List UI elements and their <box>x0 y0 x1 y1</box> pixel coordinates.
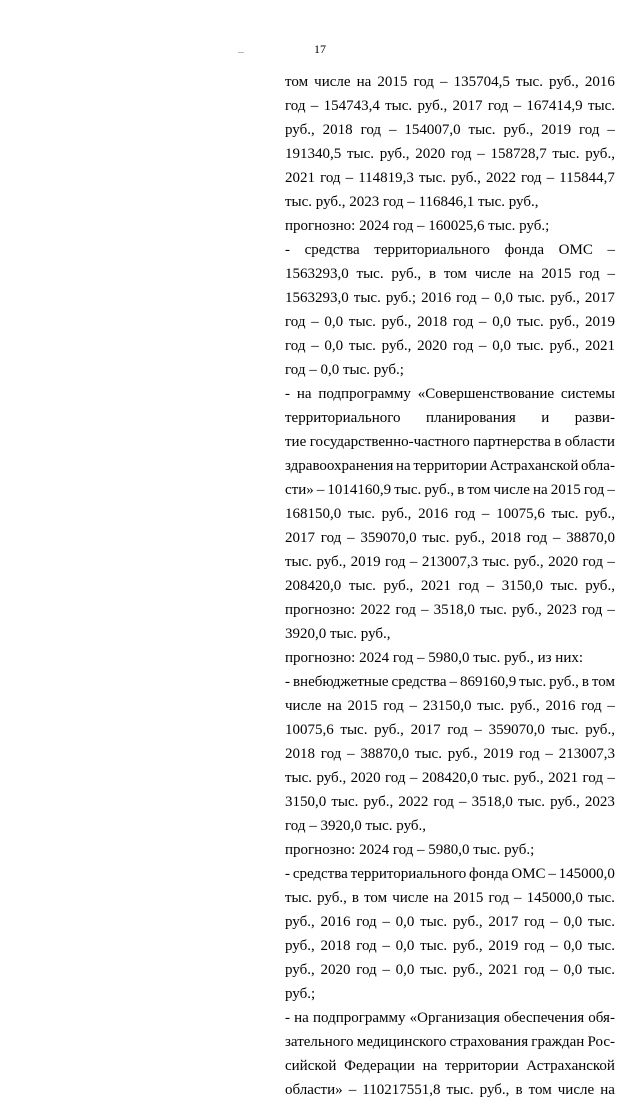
text-line: год – 3920,0 тыс. руб., <box>285 818 427 834</box>
text-line: руб.; <box>285 986 316 1002</box>
text-line: сти» – 1014160,9 тыс. руб., в том числе на 2015 год – <box>285 482 615 498</box>
text-line: - внебюджетные средства – 869160,9 тыс. руб., в том <box>285 674 615 690</box>
text-line: 208420,0 тыс. руб., 2021 год – 3150,0 тыс. руб., <box>285 578 615 594</box>
text-line: прогнозно: 2024 год – 5980,0 тыс. руб.; <box>285 842 535 858</box>
text-line: 3920,0 тыс. руб., <box>285 626 391 642</box>
text-line: 168150,0 тыс. руб., 2016 год – 10075,6 тыс. руб., <box>285 506 615 522</box>
text-line: 1563293,0 тыс. руб.; 2016 год – 0,0 тыс. руб., 2017 <box>285 290 615 306</box>
text-line: тыс. руб., 2019 год – 213007,3 тыс. руб., 2020 год – <box>285 554 615 570</box>
text-line: 2021 год – 114819,3 тыс. руб., 2022 год – 115844,7 <box>285 170 615 186</box>
text-line: - на подпрограмму «Совершенствование системы <box>285 386 615 402</box>
text-line: год – 0,0 тыс. руб., 2020 год – 0,0 тыс. руб., 2021 <box>285 338 615 354</box>
text-line: руб., 2018 год – 0,0 тыс. руб., 2019 год – 0,0 тыс. <box>285 938 615 954</box>
text-line: 2017 год – 359070,0 тыс. руб., 2018 год – 38870,0 <box>285 530 615 546</box>
text-line: 191340,5 тыс. руб., 2020 год – 158728,7 тыс. руб., <box>285 146 615 162</box>
text-line: сийской Федерации на территории Астраханской <box>285 1058 615 1074</box>
text-line: руб., 2018 год – 154007,0 тыс. руб., 2019 год – <box>285 122 615 138</box>
body-text <box>285 70 615 1102</box>
text-line: 10075,6 тыс. руб., 2017 год – 359070,0 тыс. руб., <box>285 722 615 738</box>
text-line: числе на 2015 год – 23150,0 тыс. руб., 2016 год – <box>285 698 615 714</box>
text-line: руб., 2016 год – 0,0 тыс. руб., 2017 год – 0,0 тыс. <box>285 914 615 930</box>
text-line: год – 0,0 тыс. руб., 2018 год – 0,0 тыс. руб., 2019 <box>285 314 615 330</box>
text-line: год – 0,0 тыс. руб.; <box>285 362 404 378</box>
text-line: тыс. руб., 2020 год – 208420,0 тыс. руб., 2021 год – <box>285 770 615 786</box>
text-line: год – 154743,4 тыс. руб., 2017 год – 167414,9 тыс. <box>285 98 615 114</box>
text-line: 3150,0 тыс. руб., 2022 год – 3518,0 тыс. руб., 2023 <box>285 794 615 810</box>
text-line: 1563293,0 тыс. руб., в том числе на 2015 год – <box>285 266 615 282</box>
text-line: тие государственно-частного партнерства в области <box>285 434 615 450</box>
text-line: здравоохранения на территории Астраханской обла- <box>285 458 615 474</box>
text-line: - на подпрограмму «Организация обеспечения обя- <box>285 1010 615 1026</box>
text-line: тыс. руб., в том числе на 2015 год – 145000,0 тыс. <box>285 890 615 906</box>
text-line: территориального планирования и разви- <box>285 410 615 426</box>
text-line: прогнозно: 2024 год – 5980,0 тыс. руб., из них: <box>285 650 584 666</box>
text-line: 2018 год – 38870,0 тыс. руб., 2019 год – 213007,3 <box>285 746 615 762</box>
text-line: том числе на 2015 год – 135704,5 тыс. руб., 2016 <box>285 74 615 90</box>
text-line: тыс. руб., 2023 год – 116846,1 тыс. руб., <box>285 194 539 210</box>
text-line: прогнозно: 2022 год – 3518,0 тыс. руб., 2023 год – <box>285 602 615 618</box>
text-line: - средства территориального фонда ОМС – 145000,0 <box>285 866 615 882</box>
page-number: 17 <box>314 42 326 56</box>
text-line: руб., 2020 год – 0,0 тыс. руб., 2021 год – 0,0 тыс. <box>285 962 615 978</box>
text-line: прогнозно: 2024 год – 160025,6 тыс. руб.; <box>285 218 550 234</box>
text-line: зательного медицинского страхования граждан Рос- <box>285 1034 615 1050</box>
margin-mark <box>238 52 244 53</box>
text-line: области» – 110217551,8 тыс. руб., в том числе на <box>285 1082 615 1098</box>
text-line: - средства территориального фонда ОМС – <box>285 242 615 258</box>
